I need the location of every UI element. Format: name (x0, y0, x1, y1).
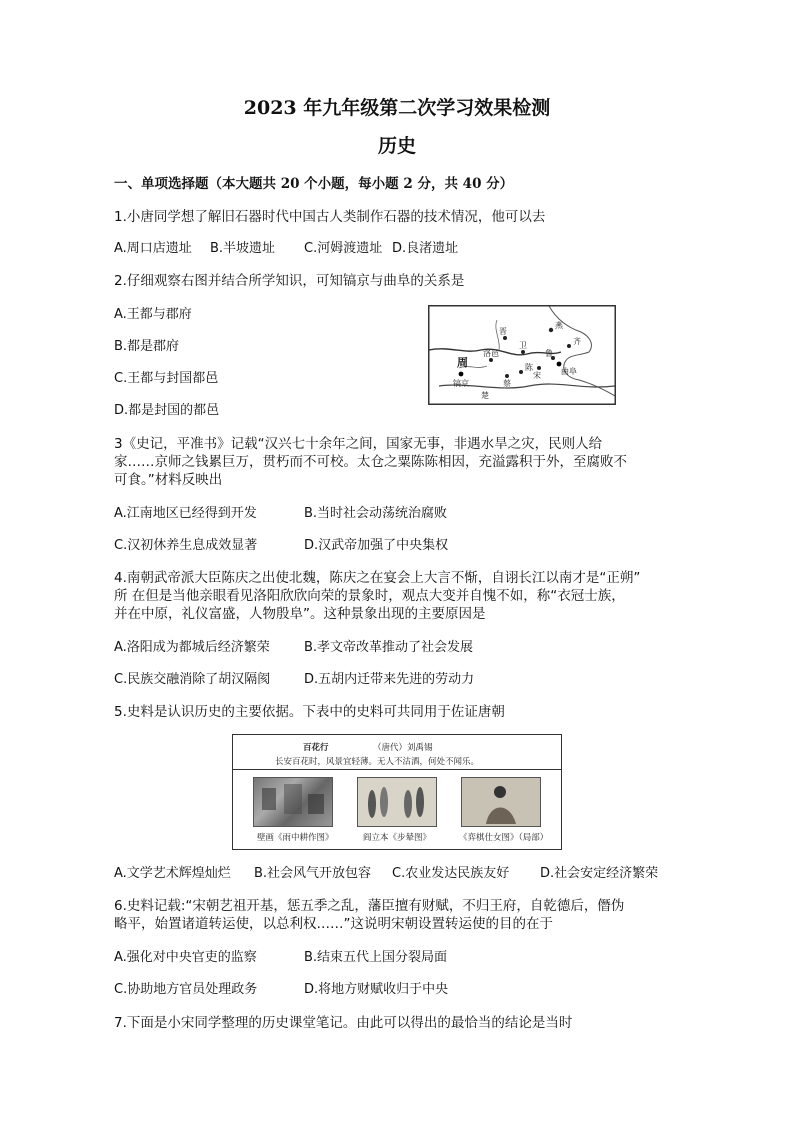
q1-option-b: B.半坡遗址 (210, 241, 276, 256)
label-zhou: 周 (457, 356, 468, 369)
dot-luoyi (489, 358, 493, 362)
label-haojing: 镐京 (453, 379, 469, 388)
dot-chen (519, 370, 523, 374)
question-1: 1.小唐同学想了解旧石器时代中国古人类制作石器的技术情况，他可以去 (114, 209, 546, 225)
q5-option-a: A.文学艺术辉煌灿烂 (114, 866, 231, 881)
q4-option-c: C.民族交融消除了胡汉隔阂 (114, 672, 271, 687)
q2-option-b: B.都是郡府 (114, 339, 180, 354)
western-zhou-map (428, 305, 616, 405)
mural-image (253, 777, 333, 827)
q5-option-d: D.社会安定经济繁荣 (540, 866, 659, 881)
poem-title: 百花行 (303, 743, 329, 753)
q6-option-a: A.强化对中央官吏的监察 (114, 950, 257, 965)
q6-option-d: D.将地方财赋收归于中央 (304, 982, 449, 997)
q1-option-d: D.良渚遗址 (392, 241, 459, 256)
q3-option-d: D.汉武帝加强了中央集权 (304, 538, 449, 553)
q5-option-c: C.农业发达民族友好 (392, 866, 510, 881)
label-yan: 燕 (555, 321, 563, 330)
bunian-tu-image (357, 777, 437, 827)
label-qi: 齐 (573, 337, 581, 346)
weiqi-lady-image (461, 777, 541, 827)
q2-option-a: A.王都与郡府 (114, 307, 192, 322)
label-jin: 晋 (499, 327, 507, 336)
dot-jin (503, 336, 507, 340)
bunian-figures (358, 778, 436, 826)
label-cai: 蔡 (503, 379, 511, 388)
dot-qufu (557, 362, 562, 367)
q5-source-table (232, 734, 562, 850)
question-2: 2.仔细观察右图并结合所学知识，可知镐京与曲阜的关系是 (114, 273, 465, 289)
q3-option-c: C.汉初休养生息成效显著 (114, 538, 258, 553)
question-7: 7.下面是小宋同学整理的历史课堂笔记。由此可以得出的最恰当的结论是当时 (114, 1015, 573, 1031)
question-3-line-3: 可食。”材料反映出 (114, 472, 223, 488)
mural-figures (254, 778, 332, 826)
label-qufu: 曲阜 (561, 367, 577, 376)
caption-weiqi: 《弈棋仕女图》（局部） (459, 833, 549, 843)
question-4-line-2: 所 在但是当他亲眼看见洛阳欣欣向荣的景象时，观点大变并自愧不如，称“衣冠士族， (114, 588, 625, 604)
table-divider (233, 769, 561, 770)
q4-option-a: A.洛阳成为都城后经济繁荣 (114, 640, 270, 655)
q6-option-c: C.协助地方官员处理政务 (114, 982, 258, 997)
dot-wei (521, 350, 525, 354)
section-heading: 一、单项选择题（本大题共 20 个小题，每小题 2 分，共 40 分） (114, 176, 514, 192)
label-wei: 卫 (519, 341, 527, 350)
q4-option-b: B.孝文帝改革推动了社会发展 (304, 640, 474, 655)
label-chu: 楚 (481, 391, 489, 400)
q2-option-c: C.王都与封国都邑 (114, 371, 219, 386)
dot-haojing (459, 372, 464, 377)
q2-option-d: D.都是封国的都邑 (114, 403, 220, 418)
q5-option-b: B.社会风气开放包容 (254, 866, 372, 881)
poem-author: （唐代）刘禹锡 (373, 743, 433, 753)
dot-yan (549, 328, 553, 332)
question-4-line-3: 并在中原，礼仪富盛，人物殷阜”。这种景象出现的主要原因是 (114, 606, 486, 622)
q1-option-c: C.河姆渡遗址 (304, 241, 383, 256)
label-chen: 陈 (525, 363, 533, 372)
dot-cai (505, 374, 509, 378)
dot-qi (567, 344, 571, 348)
q3-option-a: A.江南地区已经得到开发 (114, 506, 257, 521)
q3-option-b: B.当时社会动荡统治腐败 (304, 506, 448, 521)
caption-bunian: 阎立本《步辇图》 (363, 833, 432, 843)
coastline (549, 306, 615, 396)
label-song: 宋 (533, 371, 541, 380)
question-6-line-2: 略平，始置诸道转运使，以总利权……”这说明宋朝设置转运使的目的在于 (114, 916, 553, 932)
q4-option-d: D.五胡内迁带来先进的劳动力 (304, 672, 475, 687)
exam-title: 2023 年九年级第二次学习效果检测 (243, 97, 551, 119)
subject-title: 历史 (377, 135, 416, 157)
map-svg (429, 306, 615, 404)
question-6-line-1: 6.史料记载:“宋朝艺祖开基，惩五季之乱，藩臣擅有财赋，不归王府，自乾德后，僭伪 (114, 898, 625, 914)
weiqi-figure (462, 778, 540, 826)
label-luoyi: 洛邑 (483, 349, 499, 358)
dot-song (537, 366, 541, 370)
question-3-line-1: 3《史记，平准书》记载“汉兴七十余年之间，国家无事，非遇水旱之灾，民则人给 (114, 436, 603, 452)
question-5: 5.史料是认识历史的主要依据。下表中的史料可共同用于佐证唐朝 (114, 704, 505, 720)
poem-line: 长安百花时，风景宜轻薄。无人不沽酒，何处不闻乐。 (275, 757, 480, 767)
q1-option-a: A.周口店遗址 (114, 241, 192, 256)
caption-mural: 壁画《雨中耕作图》 (257, 833, 334, 843)
question-3-line-2: 家……京师之钱累巨万，贯朽而不可校。太仓之粟陈陈相因，充溢露积于外，至腐败不 (114, 454, 627, 470)
q6-option-b: B.结束五代上国分裂局面 (304, 950, 448, 965)
question-4-line-1: 4.南朝武帝派大臣陈庆之出使北魏，陈庆之在宴会上大言不惭，自诩长江以南才是“正朔” (114, 570, 641, 586)
label-lu: 鲁 (545, 349, 553, 358)
